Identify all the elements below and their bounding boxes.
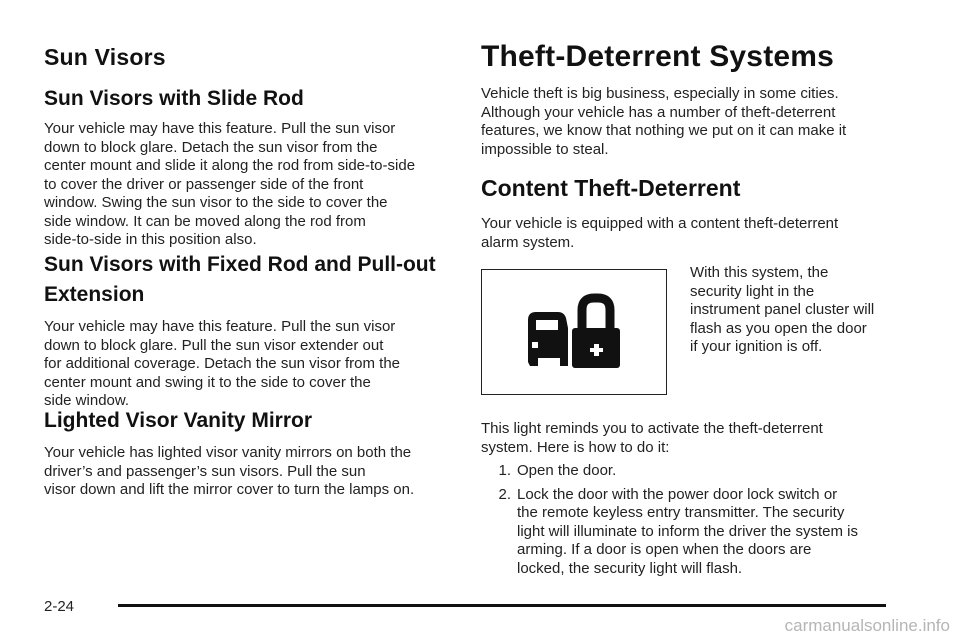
step-text <box>511 462 901 481</box>
heading-slide-rod: Sun Visors with Slide Rod <box>44 87 304 110</box>
text-line: side window. <box>44 392 130 409</box>
text-line: driver’s and passenger’s sun visors. Pull the sun <box>44 462 366 480</box>
text-line: arming. If a door is open when the doors are <box>517 541 812 558</box>
security-light-figure <box>481 269 667 395</box>
text-line: the remote keyless entry transmitter. The security <box>517 504 845 521</box>
text-line: With this system, the <box>690 264 829 281</box>
text-line: Your vehicle may have this feature. Pull the sun visor <box>44 318 396 335</box>
text-line: Although your vehicle has a number of theft-deterrent <box>481 103 836 121</box>
watermark: carmanualsonline.info <box>784 616 950 635</box>
text-line: side-to-side in this position also. <box>44 231 257 248</box>
heading-fixed-rod-line2: Extension <box>44 283 145 306</box>
block-vanity-mirror <box>44 406 454 500</box>
list-item <box>481 462 901 481</box>
paragraph-slide-rod <box>44 120 454 250</box>
text-line: Vehicle theft is big business, especially in some cities. <box>481 85 839 102</box>
list-item <box>481 486 901 579</box>
text-line: down to block glare. Detach the sun visor from the <box>44 138 378 156</box>
text-line: locked, the security light will flash. <box>517 559 743 577</box>
text-line: system. Here is how to do it: <box>481 438 670 456</box>
text-line: Your vehicle has lighted visor vanity mirrors on both the <box>44 444 412 461</box>
block-fixed-rod <box>44 250 454 411</box>
paragraph-content <box>481 215 901 252</box>
text-line: features, we know that nothing we put on it can make it <box>481 122 847 139</box>
step-number: 1. <box>498 462 511 479</box>
text-line: flash as you open the door <box>690 319 867 337</box>
text-line: side window. It can be moved along the rod from <box>44 212 366 230</box>
text-line: if your ignition is off. <box>690 338 823 355</box>
heading-fixed-rod-line1: Sun Visors with Fixed Rod and Pull-out <box>44 253 436 276</box>
text-line: Lock the door with the power door lock switch or <box>517 485 838 503</box>
paragraph-intro <box>481 85 901 159</box>
section-title-sun-visors: Sun Visors <box>44 44 166 70</box>
text-line: Your vehicle may have this feature. Pull the sun visor <box>44 120 396 137</box>
steps-list <box>481 462 901 583</box>
security-lock-vehicle-icon <box>524 292 624 372</box>
text-line: to cover the driver or passenger side of the front <box>44 175 364 193</box>
step-number: 2. <box>498 485 511 503</box>
text-line: light will illuminate to inform the driver the system is <box>517 522 858 540</box>
section-title-theft-deterrent: Theft-Deterrent Systems <box>481 40 835 73</box>
text-line: This light reminds you to activate the theft-deterrent <box>481 420 823 437</box>
paragraph-figure-side <box>690 264 900 357</box>
text-line: Open the door. <box>517 462 617 479</box>
text-line: impossible to steal. <box>481 140 609 158</box>
paragraph-fixed-rod <box>44 318 454 411</box>
text-line: alarm system. <box>481 233 575 251</box>
text-line: visor down and lift the mirror cover to turn the lamps on. <box>44 481 415 498</box>
heading-content-theft-deterrent: Content Theft-Deterrent <box>481 175 741 201</box>
text-line: center mount and swing it to the side to cover the <box>44 373 371 391</box>
heading-vanity-mirror: Lighted Visor Vanity Mirror <box>44 409 312 432</box>
text-line: window. Swing the sun visor to the side to cover the <box>44 194 388 211</box>
page-number: 2-24 <box>44 598 75 615</box>
text-line: security light in the <box>690 282 815 300</box>
text-line: Your vehicle is equipped with a content theft-deterrent <box>481 215 839 232</box>
block-slide-rod <box>44 84 454 250</box>
paragraph-reminder <box>481 420 901 457</box>
text-line: for additional coverage. Detach the sun visor from the <box>44 355 401 372</box>
footer-rule <box>118 604 886 607</box>
text-line: center mount and slide it along the rod from side-to-side <box>44 157 416 174</box>
step-text <box>511 486 901 579</box>
text-line: down to block glare. Pull the sun visor extender out <box>44 336 384 354</box>
text-line: instrument panel cluster will <box>690 301 875 318</box>
paragraph-vanity-mirror <box>44 444 454 500</box>
